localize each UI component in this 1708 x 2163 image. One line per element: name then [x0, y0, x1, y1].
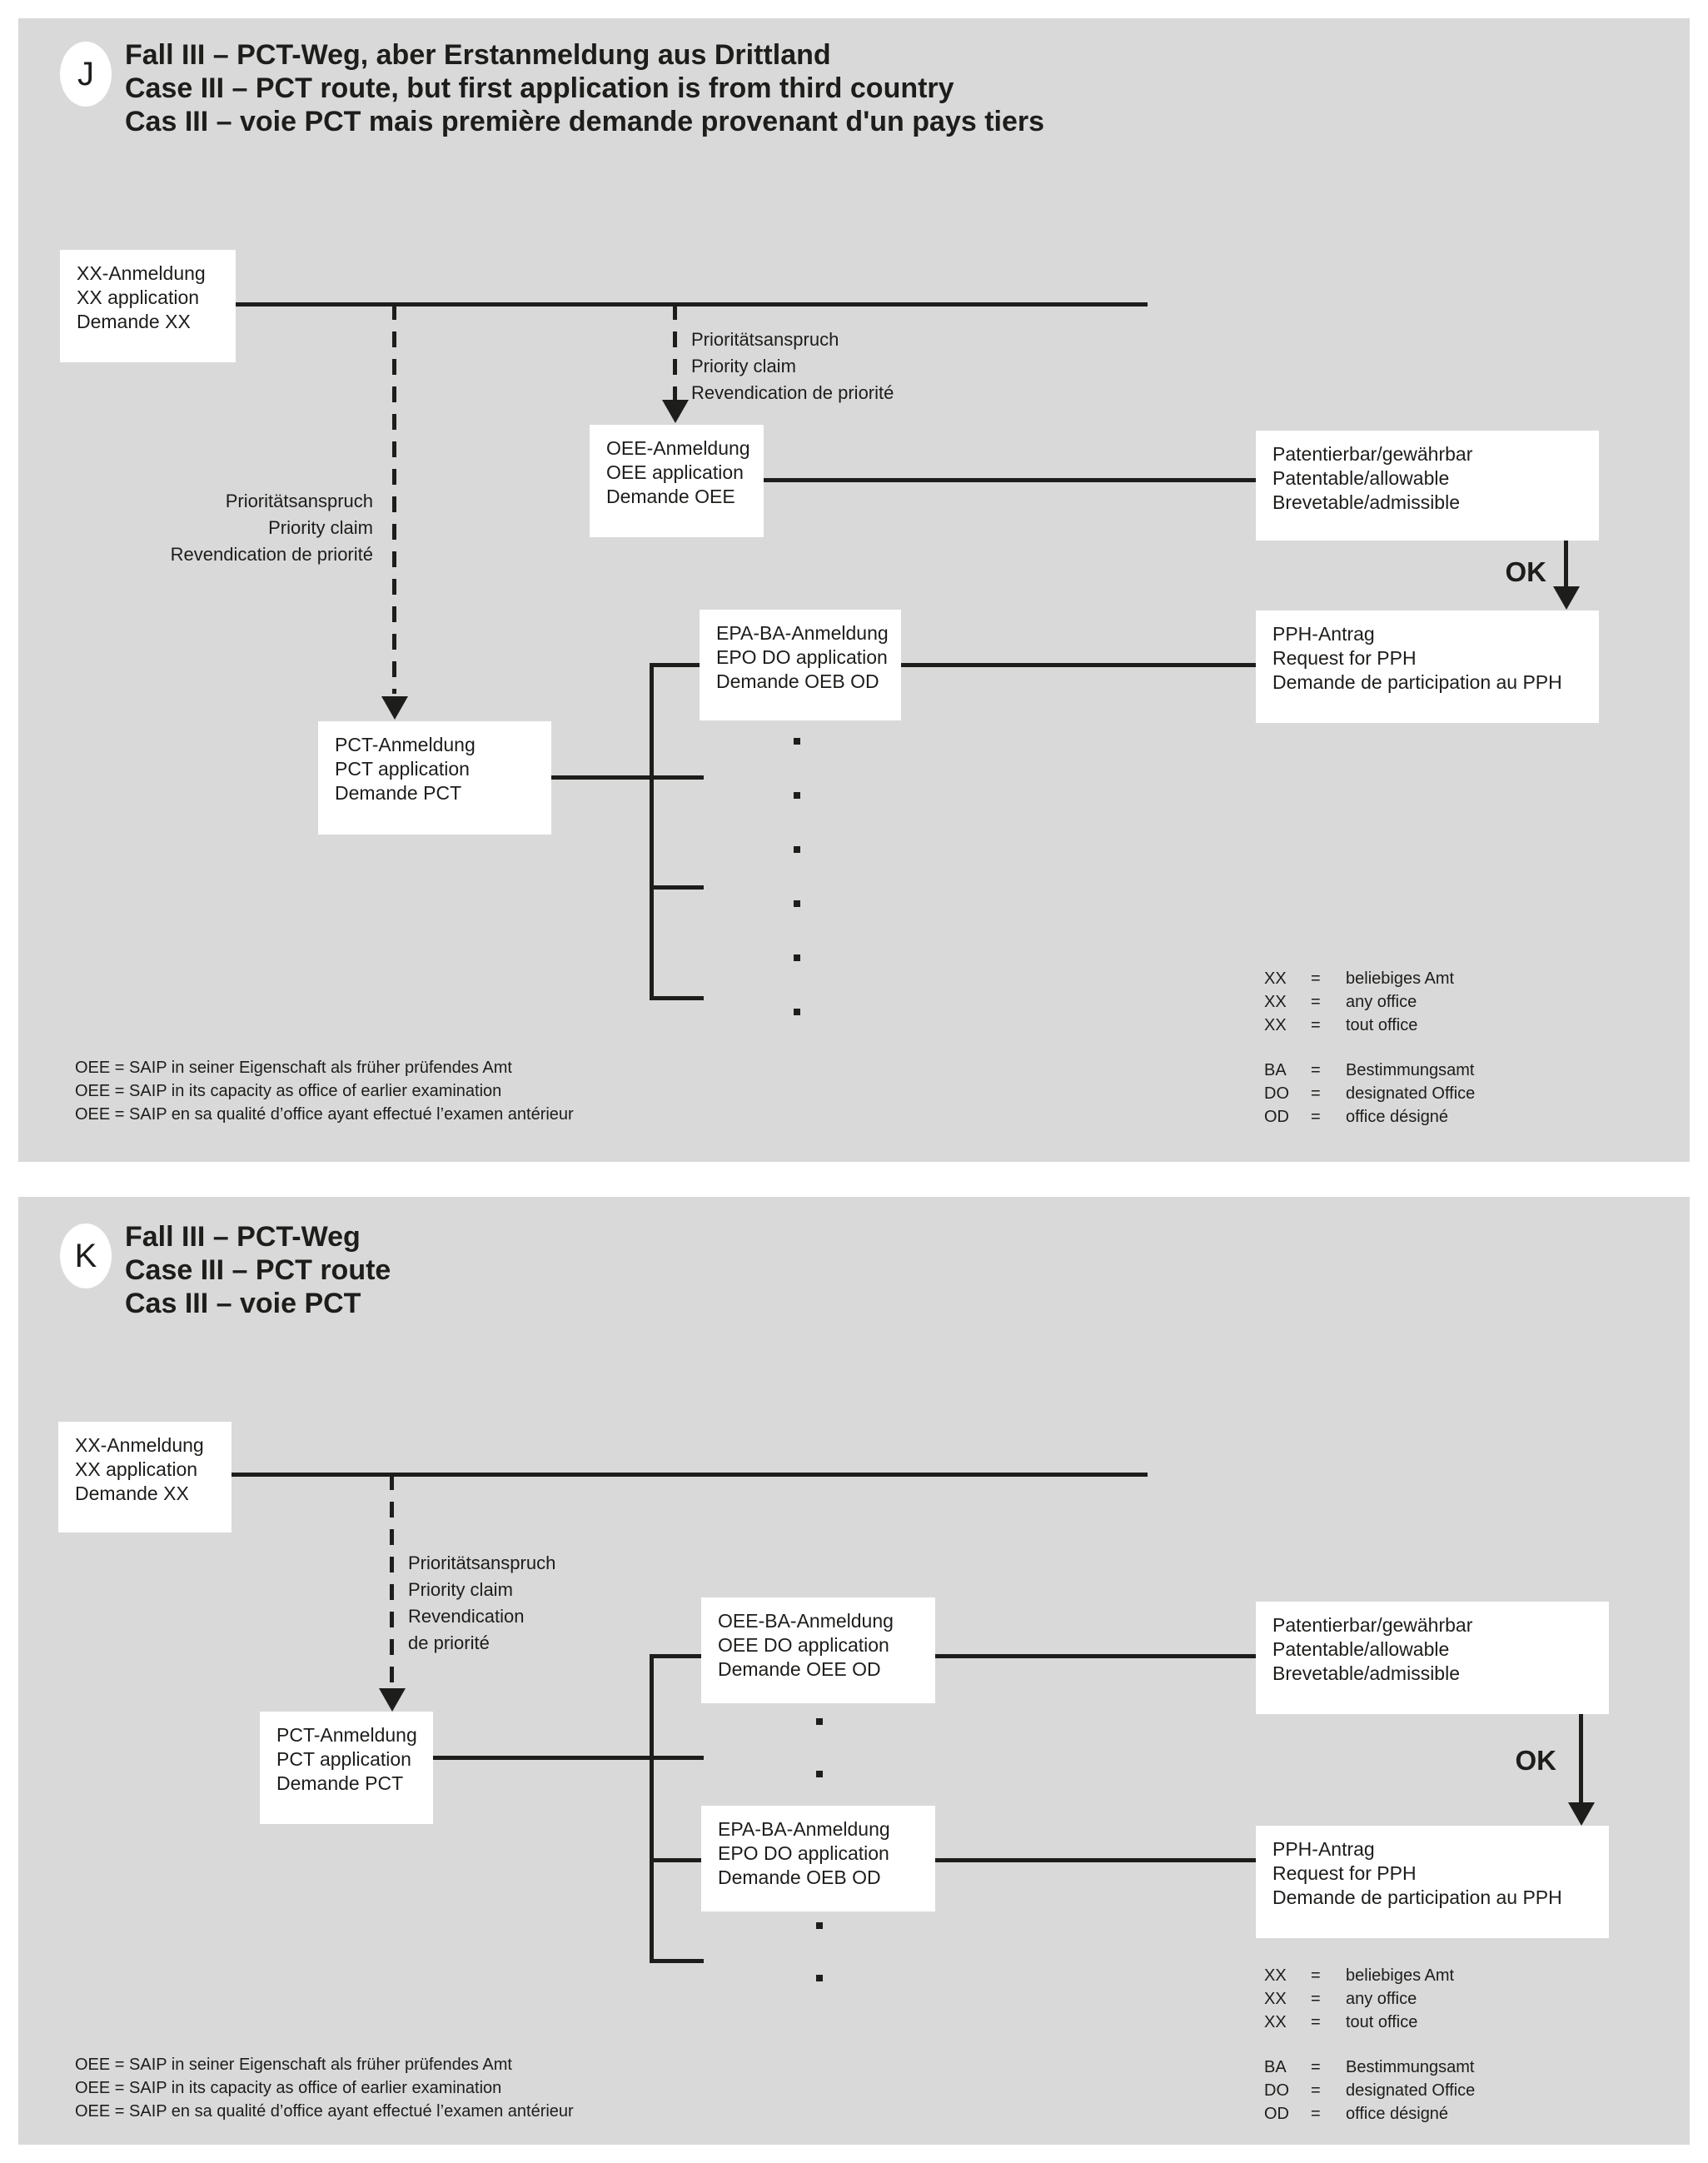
node-line: Patentable/allowable — [1272, 467, 1450, 489]
legend-def: office désigné — [1346, 1108, 1449, 1126]
label-line: Prioritätsanspruch — [408, 1552, 556, 1573]
ok-label: OK — [1505, 556, 1546, 587]
legend-def: office désigné — [1346, 2105, 1449, 2123]
legend-eq: = — [1311, 2058, 1321, 2076]
legend-abbr: DO — [1264, 1084, 1289, 1103]
legend-abbr: BA — [1264, 2058, 1287, 2076]
legend-abbr: BA — [1264, 1061, 1287, 1079]
legend-def: beliebiges Amt — [1346, 1966, 1455, 1985]
legend-abbr: XX — [1264, 1990, 1287, 2008]
node-line: Brevetable/admissible — [1272, 1662, 1461, 1684]
panel-case-j — [18, 18, 1690, 1162]
legend-oee — [75, 2053, 574, 2123]
node-line: Demande OEB OD — [716, 670, 879, 692]
legend-line: OEE = SAIP en sa qualité d’office ayant effectué l’examen antérieur — [75, 1105, 574, 1124]
node-line: EPO DO application — [716, 646, 888, 668]
legend-abbreviations — [1264, 967, 1475, 1129]
legend-def: any office — [1346, 1990, 1417, 2008]
designated-offices-bracket — [650, 663, 654, 999]
panel-title-line-fr: Cas III – voie PCT mais première demande provenant d'un pays tiers — [125, 106, 1045, 137]
node-line: Demande OEE OD — [718, 1658, 881, 1680]
label-line: Priority claim — [691, 356, 796, 376]
node-line: Demande PCT — [276, 1772, 404, 1794]
node-line: Request for PPH — [1272, 1862, 1417, 1884]
node-line: EPO DO application — [718, 1842, 889, 1864]
legend-row — [1264, 2056, 1475, 2079]
legend-eq: = — [1311, 1084, 1321, 1103]
arrowhead-down-icon — [1568, 1802, 1595, 1826]
case-badge-k — [60, 1224, 112, 1288]
legend-def: tout office — [1346, 2013, 1418, 2031]
legend-def: any office — [1346, 993, 1417, 1011]
node-line: OEE DO application — [718, 1634, 889, 1656]
timeline-connector — [236, 302, 1148, 307]
priority-claim-label — [118, 488, 373, 568]
priority-claim-label — [408, 1550, 555, 1657]
legend-line: OEE = SAIP in seiner Eigenschaft als früher prüfendes Amt — [75, 1059, 512, 1077]
ellipsis-dot — [794, 846, 800, 853]
node-line: OEE application — [606, 461, 744, 483]
node-line: PCT-Anmeldung — [276, 1724, 417, 1746]
panel-title-k — [125, 1220, 391, 1320]
node-line: XX-Anmeldung — [75, 1434, 204, 1456]
timeline-connector — [232, 1473, 1148, 1477]
legend-def: Bestimmungsamt — [1346, 2058, 1475, 2076]
panel-title-line-de: Fall III – PCT-Weg — [125, 1221, 361, 1253]
node-line: OEE-Anmeldung — [606, 437, 750, 459]
panel-title-line-en: Case III – PCT route — [125, 1254, 391, 1286]
ok-label: OK — [1515, 1745, 1556, 1776]
legend-def: designated Office — [1346, 1084, 1476, 1103]
legend-line: OEE = SAIP in its capacity as office of earlier examination — [75, 1082, 502, 1100]
case-badge-letter: J — [77, 55, 94, 92]
legend-row — [1264, 1014, 1475, 1037]
case-badge-letter: K — [74, 1237, 97, 1274]
legend-row — [1264, 990, 1475, 1014]
node-pct-application — [318, 721, 551, 835]
node-line: Demande de participation au PPH — [1272, 1886, 1562, 1908]
legend-abbr: OD — [1264, 1108, 1289, 1126]
ellipsis-dot — [794, 738, 800, 745]
node-line: Demande XX — [75, 1483, 189, 1504]
node-line: PCT application — [276, 1748, 411, 1770]
legend-abbr: OD — [1264, 2105, 1289, 2123]
node-line: Brevetable/admissible — [1272, 491, 1461, 513]
priority-claim-arrow — [673, 304, 677, 402]
legend-line: OEE = SAIP in seiner Eigenschaft als früher prüfendes Amt — [75, 2056, 512, 2074]
node-line: Patentierbar/gewährbar — [1272, 1614, 1473, 1636]
legend-row — [1264, 1082, 1475, 1105]
legend-abbr: XX — [1264, 2013, 1287, 2031]
label-line: Revendication de priorité — [691, 382, 894, 403]
legend-row — [1264, 967, 1475, 990]
node-oee-application — [590, 425, 764, 537]
panel-title-line-de: Fall III – PCT-Weg, aber Erstanmeldung aus Drittland — [125, 39, 831, 71]
node-line: Demande PCT — [335, 782, 462, 804]
legend-eq: = — [1311, 1966, 1321, 1985]
legend-eq: = — [1311, 993, 1321, 1011]
node-line: OEE-BA-Anmeldung — [718, 1610, 894, 1632]
designated-offices-bracket — [650, 1654, 654, 1963]
panel-title-line-fr: Cas III – voie PCT — [125, 1288, 361, 1319]
node-epo-do-application — [701, 1806, 935, 1911]
node-epo-do-application — [700, 610, 901, 720]
node-xx-application — [58, 1422, 232, 1533]
case-badge-j — [60, 42, 112, 107]
node-patentable — [1256, 1602, 1609, 1714]
legend-eq: = — [1311, 969, 1321, 988]
ellipsis-dot — [794, 1009, 800, 1015]
node-line: EPA-BA-Anmeldung — [718, 1818, 890, 1840]
arrowhead-down-icon — [1553, 586, 1580, 610]
node-pph-request — [1256, 1826, 1609, 1938]
label-line: de priorité — [408, 1632, 490, 1653]
priority-claim-label — [691, 326, 894, 406]
legend-abbr: XX — [1264, 1966, 1287, 1985]
ok-arrow — [1564, 541, 1568, 588]
legend-gap — [1264, 2034, 1475, 2056]
priority-claim-arrow — [390, 1474, 394, 1689]
node-oee-do-application — [701, 1597, 935, 1703]
legend-row — [1264, 2011, 1475, 2034]
ellipsis-dot — [794, 792, 800, 799]
legend-row — [1264, 1987, 1475, 2011]
node-pct-application — [260, 1712, 433, 1824]
panel-case-k — [18, 1197, 1690, 2145]
legend-line: OEE = SAIP in its capacity as office of earlier examination — [75, 2079, 502, 2097]
legend-eq: = — [1311, 2013, 1321, 2031]
legend-abbr: XX — [1264, 969, 1287, 988]
bracket-stub — [650, 885, 704, 890]
node-line: XX-Anmeldung — [77, 262, 206, 284]
node-line: PPH-Antrag — [1272, 1838, 1375, 1860]
node-patentable — [1256, 431, 1599, 541]
legend-abbreviations — [1264, 1964, 1475, 2126]
legend-eq: = — [1311, 1108, 1321, 1126]
ok-arrow — [1579, 1714, 1583, 1804]
node-line: PCT application — [335, 758, 470, 780]
legend-def: beliebiges Amt — [1346, 969, 1455, 988]
legend-row — [1264, 2102, 1475, 2126]
legend-eq: = — [1311, 1990, 1321, 2008]
arrowhead-down-icon — [379, 1688, 406, 1712]
ellipsis-dot — [816, 1771, 823, 1777]
node-line: Demande OEB OD — [718, 1866, 881, 1888]
label-line: Revendication de priorité — [170, 544, 373, 565]
priority-claim-arrow — [392, 304, 396, 694]
node-line: Patentierbar/gewährbar — [1272, 443, 1473, 465]
ellipsis-dot — [794, 900, 800, 907]
node-line: EPA-BA-Anmeldung — [716, 622, 889, 644]
label-line: Priority claim — [268, 517, 373, 538]
legend-eq: = — [1311, 1016, 1321, 1034]
legend-abbr: XX — [1264, 993, 1287, 1011]
pct-to-bracket-connector — [551, 775, 704, 780]
ellipsis-dot — [816, 1975, 823, 1981]
node-line: XX application — [75, 1458, 198, 1480]
bracket-stub — [650, 996, 704, 1000]
node-line: Demande de participation au PPH — [1272, 671, 1562, 693]
legend-eq: = — [1311, 2081, 1321, 2100]
label-line: Prioritätsanspruch — [691, 329, 839, 350]
legend-eq: = — [1311, 2105, 1321, 2123]
arrowhead-down-icon — [662, 400, 689, 423]
legend-oee — [75, 1056, 574, 1126]
node-line: XX application — [77, 287, 200, 308]
ellipsis-dot — [794, 954, 800, 961]
node-line: Request for PPH — [1272, 647, 1417, 669]
ellipsis-dot — [816, 1922, 823, 1929]
legend-row — [1264, 1059, 1475, 1082]
node-line: Patentable/allowable — [1272, 1638, 1450, 1660]
legend-row — [1264, 1105, 1475, 1129]
node-line: PCT-Anmeldung — [335, 734, 476, 755]
node-pph-request — [1256, 611, 1599, 723]
bracket-stub — [650, 1959, 704, 1963]
node-line: PPH-Antrag — [1272, 623, 1375, 645]
legend-eq: = — [1311, 1061, 1321, 1079]
legend-row — [1264, 1964, 1475, 1987]
legend-gap — [1264, 1037, 1475, 1059]
legend-abbr: XX — [1264, 1016, 1287, 1034]
legend-def: designated Office — [1346, 2081, 1476, 2100]
node-line: Demande XX — [77, 311, 191, 332]
pct-to-bracket-connector — [433, 1756, 704, 1760]
ellipsis-dot — [816, 1718, 823, 1725]
node-line: Demande OEE — [606, 486, 735, 507]
panel-title-line-en: Case III – PCT route, but first application is from third country — [125, 72, 954, 104]
legend-def: tout office — [1346, 1016, 1418, 1034]
label-line: Prioritätsanspruch — [225, 491, 373, 511]
panel-title-j — [125, 38, 1044, 138]
node-xx-application — [60, 250, 236, 362]
legend-def: Bestimmungsamt — [1346, 1061, 1475, 1079]
arrowhead-down-icon — [381, 696, 408, 720]
legend-row — [1264, 2079, 1475, 2102]
legend-abbr: DO — [1264, 2081, 1289, 2100]
oee-to-patentable-connector — [762, 478, 1256, 482]
label-line: Revendication — [408, 1606, 525, 1627]
label-line: Priority claim — [408, 1579, 513, 1600]
legend-line: OEE = SAIP en sa qualité d’office ayant effectué l’examen antérieur — [75, 2102, 574, 2121]
